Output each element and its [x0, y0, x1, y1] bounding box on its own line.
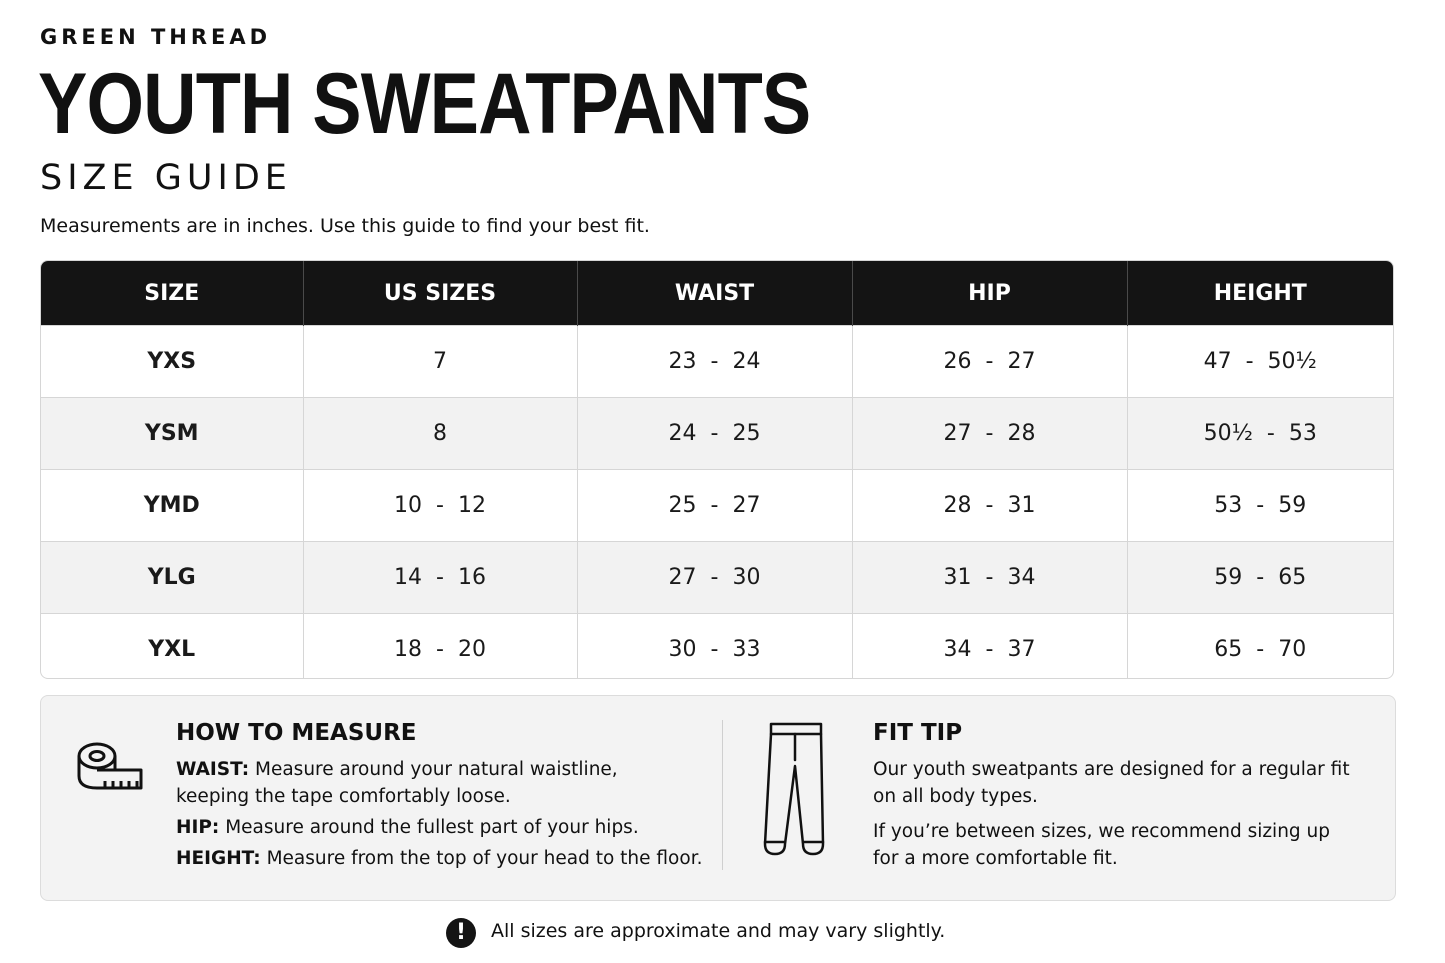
column-header-waist: WAIST	[577, 261, 852, 326]
measuring-tape-icon	[75, 736, 145, 798]
table-row	[41, 470, 1393, 542]
waist-text-continued: keeping the tape comfortably loose.	[176, 786, 511, 807]
size-cell: YXS	[41, 326, 303, 398]
waist-cell: 25 - 27	[577, 470, 852, 542]
footer-note: All sizes are approximate and may vary slightly.	[491, 920, 946, 942]
size-cell: YXL	[41, 614, 303, 680]
waist-label: WAIST:	[176, 759, 250, 780]
fit-tip-text: on all body types.	[873, 786, 1038, 807]
waist-cell: 24 - 25	[577, 398, 852, 470]
column-header-hip: HIP	[852, 261, 1127, 326]
us-sizes-cell: 8	[303, 398, 577, 470]
column-header-us-sizes: US SIZES	[303, 261, 577, 326]
exclamation-circle-icon: !	[446, 918, 476, 948]
sweatpants-icon	[761, 720, 833, 866]
hip-cell: 26 - 27	[852, 326, 1127, 398]
column-header-size: SIZE	[41, 261, 303, 326]
fit-tip-text: for a more comfortable fit.	[873, 848, 1118, 869]
table-row	[41, 542, 1393, 614]
waist-cell: 23 - 24	[577, 326, 852, 398]
waist-instruction	[176, 756, 618, 810]
height-cell: 47 - 50½	[1127, 326, 1393, 398]
waist-cell: 30 - 33	[577, 614, 852, 680]
us-sizes-cell: 14 - 16	[303, 542, 577, 614]
hip-cell: 34 - 37	[852, 614, 1127, 680]
table-row	[41, 398, 1393, 470]
fit-tip-text: Our youth sweatpants are designed for a regular fit	[873, 759, 1350, 780]
size-table	[40, 260, 1394, 679]
size-cell: YLG	[41, 542, 303, 614]
page-title: YOUTH SWEATPANTS	[38, 56, 811, 152]
us-sizes-cell: 18 - 20	[303, 614, 577, 680]
intro-text: Measurements are in inches. Use this guide to find your best fit.	[40, 215, 650, 237]
how-to-measure-title: HOW TO MEASURE	[176, 720, 417, 746]
height-text: Measure from the top of your head to the floor.	[266, 848, 703, 869]
page-subtitle: SIZE GUIDE	[40, 158, 292, 198]
height-instruction	[176, 845, 702, 872]
table-header-row	[41, 261, 1393, 326]
table-row	[41, 614, 1393, 680]
brand-name: GREEN THREAD	[40, 25, 272, 49]
size-cell: YMD	[41, 470, 303, 542]
fit-tip-title: FIT TIP	[873, 720, 963, 746]
waist-text: Measure around your natural waistline,	[255, 759, 618, 780]
height-label: HEIGHT:	[176, 848, 261, 869]
height-cell: 65 - 70	[1127, 614, 1393, 680]
hip-instruction	[176, 814, 639, 841]
hip-text: Measure around the fullest part of your hips.	[225, 817, 639, 838]
hip-cell: 31 - 34	[852, 542, 1127, 614]
panel-divider	[722, 720, 723, 870]
hip-cell: 27 - 28	[852, 398, 1127, 470]
hip-cell: 28 - 31	[852, 470, 1127, 542]
height-cell: 50½ - 53	[1127, 398, 1393, 470]
fit-tip-paragraph-1	[873, 756, 1350, 810]
column-header-height: HEIGHT	[1127, 261, 1393, 326]
info-panel	[40, 695, 1396, 901]
height-cell: 53 - 59	[1127, 470, 1393, 542]
fit-tip-paragraph-2	[873, 818, 1330, 872]
hip-label: HIP:	[176, 817, 220, 838]
us-sizes-cell: 10 - 12	[303, 470, 577, 542]
waist-cell: 27 - 30	[577, 542, 852, 614]
fit-tip-text: If you’re between sizes, we recommend sizing up	[873, 821, 1331, 842]
size-cell: YSM	[41, 398, 303, 470]
height-cell: 59 - 65	[1127, 542, 1393, 614]
us-sizes-cell: 7	[303, 326, 577, 398]
table-row	[41, 326, 1393, 398]
